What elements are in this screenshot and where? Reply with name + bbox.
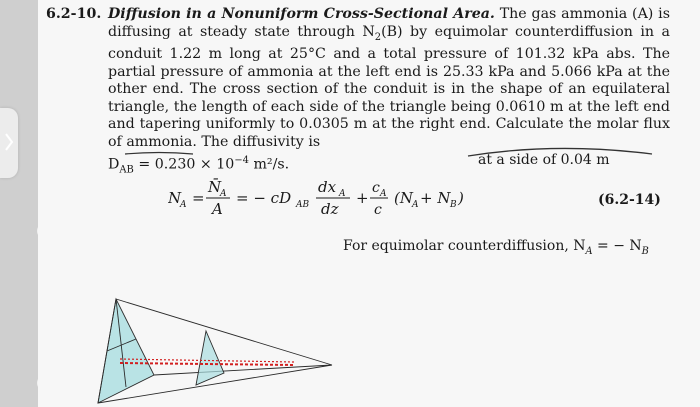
problem-text-part: The diffusivity is [196,133,321,150]
chevron-right-icon [4,132,14,152]
eq-paren: (N [394,189,413,207]
eq-frac-num-sub: A [220,189,227,199]
eq-term-sub: AB [296,200,310,210]
diffusivity-symbol: D [108,156,120,173]
eq-dx-num: dx [318,178,337,196]
subscript: 2 [374,31,382,43]
eq-frac-num: N̄ [208,178,222,196]
eq-paren-close: ) [458,189,464,207]
eq-c-num: c [372,180,380,196]
superscript: −4 [234,154,249,166]
conduit-edge [154,365,332,375]
mid-triangle-face [196,331,224,385]
eq-paren-mid: + N [420,189,451,207]
conduit-edge [116,299,332,365]
diffusivity-value: = 0.230 × 10 [133,156,235,173]
eq-paren-sub1: A [412,200,419,210]
diffusivity-unit: m²/s. [248,156,290,173]
sidebar-toggle-tab[interactable] [0,108,18,178]
subscript: AB [119,164,134,176]
problem-text-part: (B) by equimolar counterdiffusion in a conduit 1.22 m long at 25°C and a total pressure of 101.32 kPa abs. The partial pressure of ammonia at the left end is 25.33 kPa and 5.066 kPa at the other end. The cross section of the conduit is in the shape of an equilateral triangle, the length of each side of the triangle being 0.0610 m at the left end and tapering uniformly to 0.0305 m at the right end. Calculate the molar flux of [108,23,670,150]
conduit-figure [94,295,334,407]
underlined-word [126,134,197,152]
handwritten-underline [124,150,194,156]
eq-dx-den: dz [321,200,339,218]
subscript: A [585,245,593,257]
underlined-text: ammonia. [126,133,197,150]
problem-text-part: The gas ammonia (A) is diffusing at steady state through N [108,6,670,40]
eq-lhs-sub: A [180,200,187,210]
eq-frac-den: A [212,200,223,218]
equimolar-annotation [343,238,649,257]
eq-c-den: c [374,202,382,218]
viewer-sidebar [0,0,38,407]
document-page [38,0,700,407]
side-annotation: at a side of 0.04 m [478,152,610,168]
eq-c-num-sub: A [380,189,387,199]
eq-term: = − cD [236,189,292,207]
equimolar-text: For equimolar counterdiffusion, N [343,238,586,254]
fick-equation [168,172,508,224]
eq-lhs: N [168,189,182,207]
equation-number: (6.2-14) [598,192,661,208]
eq-plus: + [356,189,369,207]
equimolar-text-rest: = − N [592,238,642,254]
eq-equals: = [192,189,205,207]
subscript: B [641,245,649,257]
problem-title: Diffusion in a Nonuniform Cross-Sectional Area. [108,6,495,22]
problem-number: 6.2-10. [46,6,102,22]
eq-paren-sub2: B [450,200,457,210]
left-triangle-face [98,299,154,403]
eq-dx-num-sub: A [339,189,346,199]
